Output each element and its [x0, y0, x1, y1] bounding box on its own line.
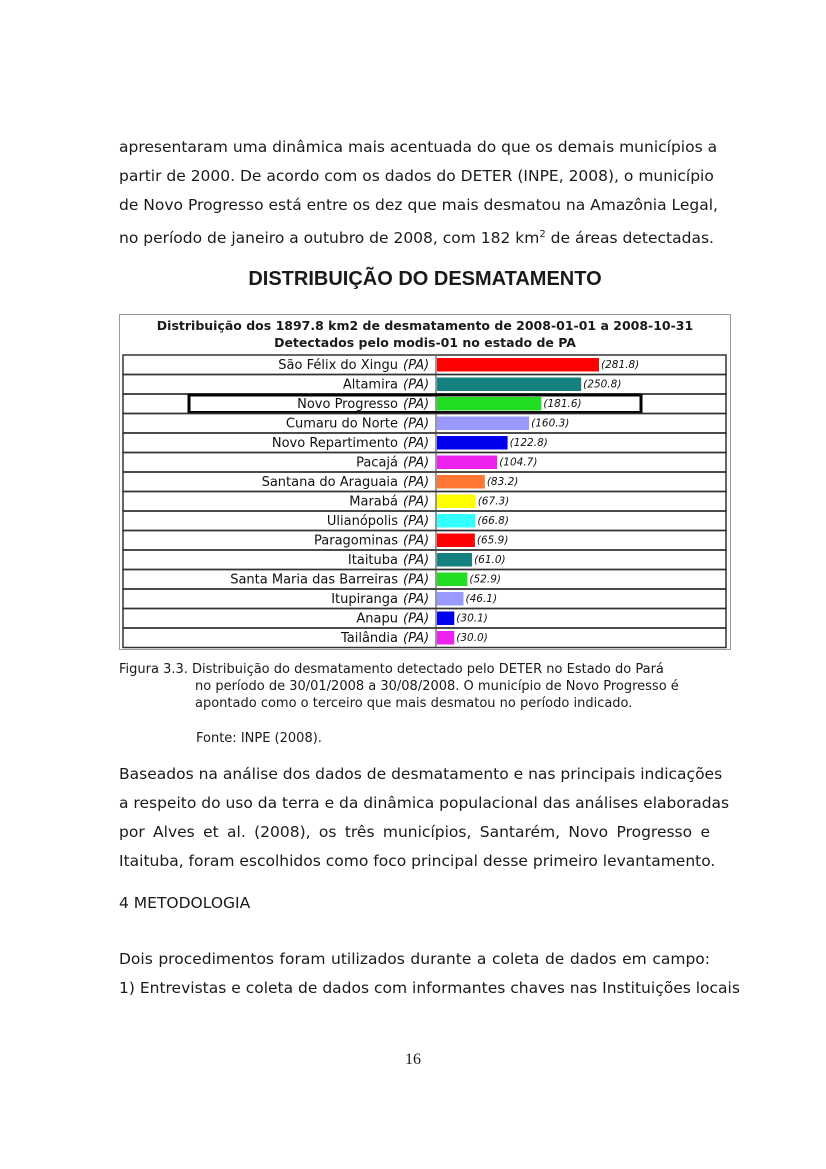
- text-line: apresentaram uma dinâmica mais acentuada do que os demais municípios a: [119, 138, 718, 156]
- caption-line: no período de 30/01/2008 a 30/08/2008. O município de Novo Progresso é: [195, 679, 679, 694]
- bar-value-label: (61.0): [474, 554, 506, 566]
- bar-value-label: (122.8): [509, 437, 548, 449]
- page-number: 16: [405, 1051, 421, 1068]
- chart-title: DISTRIBUIÇÃO DO DESMATAMENTO: [248, 268, 602, 290]
- bar-value-label: (181.6): [543, 398, 582, 410]
- state-tag: (PA): [403, 436, 430, 451]
- caption-line: Figura 3.3. Distribuição do desmatamento detectado pelo DETER no Estado do Pará: [119, 662, 664, 677]
- text-line: [119, 220, 714, 253]
- text-fragment: no período de janeiro a outubro de 2008, com 182 km: [119, 229, 540, 248]
- category-label: Altamira: [342, 377, 398, 393]
- text-line: a respeito do uso da terra e da dinâmica populacional das análises elaboradas: [119, 794, 730, 812]
- state-tag: (PA): [403, 514, 430, 529]
- bar: [437, 514, 475, 528]
- category-label: Itaituba: [347, 553, 398, 568]
- bar-value-label: (83.2): [486, 476, 519, 488]
- state-tag: (PA): [403, 572, 430, 588]
- bar: [437, 378, 581, 392]
- category-label: Novo Progresso: [297, 397, 398, 412]
- state-tag: (PA): [403, 533, 430, 549]
- bar: [437, 612, 454, 626]
- bar-value-label: (104.7): [499, 456, 538, 469]
- state-tag: (PA): [403, 553, 430, 568]
- category-label: Pacajá: [356, 455, 398, 471]
- bar-value-label: (46.1): [465, 593, 498, 605]
- text-line: Baseados na análise dos dados de desmatamento e nas principais indicações: [119, 765, 723, 783]
- state-tag: (PA): [403, 358, 430, 373]
- bar: [437, 573, 467, 587]
- bar: [437, 534, 475, 548]
- text-fragment: de áreas detectadas.: [545, 229, 714, 248]
- bar-chart: [120, 315, 730, 649]
- bar-value-label: (281.8): [601, 359, 640, 371]
- state-tag: (PA): [403, 592, 430, 607]
- figure-caption: [119, 661, 711, 712]
- text-line: 1) Entrevistas e coleta de dados com informantes chaves nas Instituições locais: [119, 979, 740, 997]
- figure-source: Fonte: INPE (2008).: [196, 731, 322, 746]
- bar: [437, 495, 476, 509]
- bar-value-label: (30.1): [456, 612, 488, 625]
- bar-value-label: (160.3): [531, 417, 570, 430]
- chart-panel: [119, 314, 731, 650]
- category-label: Marabá: [349, 494, 398, 510]
- chart-subtitle-line-1: Distribuição dos 1897.8 km2 de desmatamento de 2008-01-01 a 2008-10-31: [156, 318, 694, 333]
- category-label: Itupiranga: [331, 592, 398, 607]
- section-heading: 4 METODOLOGIA: [119, 894, 251, 912]
- bar-value-label: (250.8): [583, 378, 622, 391]
- category-label: Ulianópolis: [326, 514, 398, 529]
- bar: [437, 358, 599, 372]
- state-tag: (PA): [403, 494, 430, 510]
- bar: [437, 436, 508, 450]
- bar: [437, 631, 454, 645]
- text-line: por Alves et al. (2008), os três municípios, Santarém, Novo Progresso e: [119, 823, 710, 841]
- bar-value-label: (66.8): [477, 515, 509, 527]
- bar-value-label: (30.0): [456, 632, 488, 644]
- category-label: Santa Maria das Barreiras: [230, 572, 398, 588]
- category-label: Anapu: [356, 611, 398, 627]
- category-label: Santana do Araguaia: [261, 475, 398, 490]
- text-line: Dois procedimentos foram utilizados durante a coleta de dados em campo:: [119, 950, 710, 968]
- category-label: Cumaru do Norte: [285, 416, 398, 432]
- category-label: Tailândia: [340, 631, 398, 646]
- body-paragraph-2: [119, 760, 730, 876]
- bar-value-label: (52.9): [469, 573, 501, 586]
- bar: [437, 417, 529, 431]
- state-tag: (PA): [403, 397, 430, 412]
- bar-value-label: (67.3): [477, 495, 510, 508]
- superscript: 2: [539, 229, 546, 240]
- text-line: partir de 2000. De acordo com os dados do DETER (INPE, 2008), o município: [119, 167, 714, 185]
- body-paragraph-1: [119, 133, 718, 253]
- bar: [437, 397, 541, 411]
- category-label: Novo Repartimento: [271, 436, 398, 451]
- chart-subtitle-line-2: Detectados pelo modis-01 no estado de PA: [274, 335, 576, 350]
- state-tag: (PA): [403, 611, 430, 627]
- state-tag: (PA): [403, 631, 430, 646]
- bar: [437, 553, 472, 567]
- bar-value-label: (65.9): [476, 534, 509, 547]
- body-paragraph-3: [119, 945, 740, 1003]
- caption-line: apontado como o terceiro que mais desmatou no período indicado.: [195, 696, 633, 711]
- state-tag: (PA): [403, 416, 430, 432]
- text-line: Itaituba, foram escolhidos como foco principal desse primeiro levantamento.: [119, 852, 716, 870]
- bar: [437, 592, 464, 606]
- state-tag: (PA): [403, 377, 430, 393]
- state-tag: (PA): [403, 455, 430, 471]
- category-label: São Félix do Xingu: [278, 358, 398, 373]
- bar: [437, 475, 485, 489]
- text-line: de Novo Progresso está entre os dez que mais desmatou na Amazônia Legal,: [119, 196, 718, 214]
- bar: [437, 456, 497, 470]
- category-label: Paragominas: [314, 533, 398, 549]
- state-tag: (PA): [403, 475, 430, 490]
